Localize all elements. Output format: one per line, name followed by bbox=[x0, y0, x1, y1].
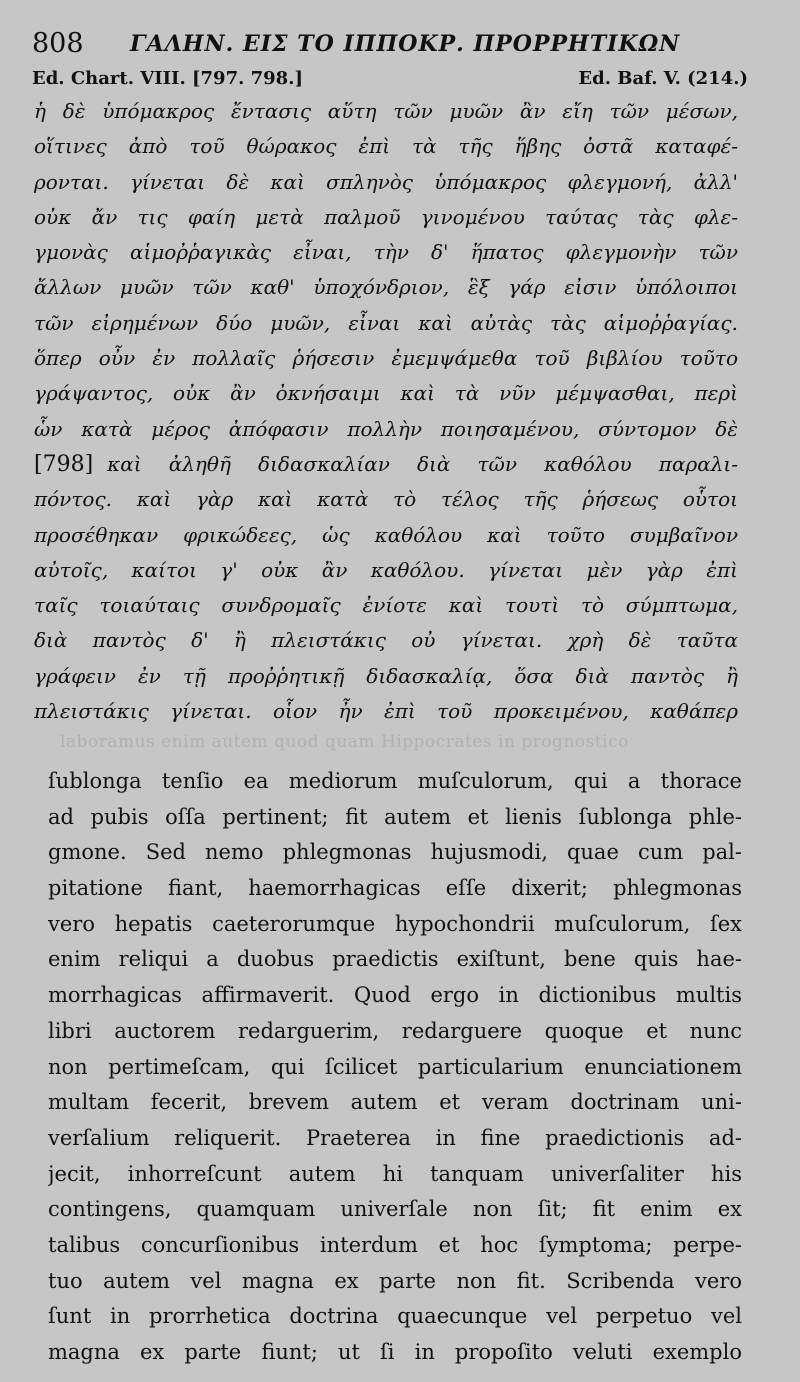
edition-basel-reference: Ed. Baf. V. (214.) bbox=[578, 68, 748, 89]
greek-line: τῶν εἰρημένων δύο μυῶν, εἶναι καὶ αὐτὰς τὰς αἱμοῤῥαγίας. bbox=[34, 310, 738, 335]
greek-line-with-ref bbox=[34, 447, 738, 482]
latin-line: gmone. Sed nemo phlegmonas hujusmodi, quae cum pal- bbox=[48, 840, 742, 865]
latin-line: ſublonga tenſio ea mediorum muſculorum, qui a thorace bbox=[48, 769, 742, 793]
greek-line: ἄλλων μυῶν τῶν καθ' ὑποχόνδριον, ἓξ γάρ εἰσιν ὑπόλοιποι bbox=[34, 275, 738, 300]
greek-line: οὐκ ἄν τις φαίη μετὰ παλμοῦ γινομένου ταύτας τὰς φλε- bbox=[34, 204, 738, 229]
greek-line: διὰ παντὸς δ' ἢ πλειστάκις οὐ γίνεται. χρὴ δὲ ταῦτα bbox=[34, 628, 738, 653]
latin-line: magna ex parte fiunt; ut ſi in propoſito veluti exemplo bbox=[48, 1340, 742, 1364]
greek-line: πλειστάκις γίνεται. οἷον ἦν ἐπὶ τοῦ προκειμένου, καθάπερ bbox=[34, 699, 738, 724]
latin-line: vero hepatis caeterorumque hypochondrii muſculorum, ſex bbox=[48, 911, 742, 936]
latin-text-block bbox=[48, 764, 742, 1371]
greek-line: γμονὰς αἱμοῤῥαγικὰς εἶναι, τὴν δ' ἥπατος φλεγμονὴν τῶν bbox=[34, 240, 738, 265]
latin-line: ad pubis oſſa pertinent; fit autem et lienis ſublonga phle- bbox=[48, 804, 742, 829]
greek-line: ρονται. γίνεται δὲ καὶ σπληνὸς ὑπόμακρος φλεγμονή, ἀλλ' bbox=[34, 169, 738, 194]
latin-line: libri auctorem redarguerim, redarguere quoque et nunc bbox=[48, 1018, 742, 1043]
greek-line: οἵτινες ἀπὸ τοῦ θώρακος ἐπὶ τὰ τῆς ἥβης ὀστᾶ καταφέ- bbox=[34, 134, 738, 159]
greek-text-block bbox=[34, 94, 738, 729]
latin-line: ſunt in prorrhetica doctrina quaecunque vel perpetuo vel bbox=[48, 1304, 742, 1329]
page-reference-marker: [798] bbox=[34, 451, 94, 477]
greek-line: ὅπερ οὖν ἐν πολλαῖς ῥήσεσιν ἐμεμψάμεθα τοῦ βιβλίου τοῦτο bbox=[34, 346, 738, 371]
running-head bbox=[32, 26, 772, 62]
latin-line: pitatione fiant, haemorrhagicas eſſe dixerit; phlegmonas bbox=[48, 876, 742, 901]
greek-line: προσέθηκαν φρικώδεες, ὡς καθόλου καὶ τοῦτο συμβαῖνον bbox=[34, 522, 738, 547]
greek-line: γράψαντος, οὐκ ἂν ὀκνήσαιμι καὶ τὰ νῦν μέμψασθαι, περὶ bbox=[34, 381, 738, 406]
latin-line: talibus concurſionibus interdum et hoc ſymptoma; perpe- bbox=[48, 1232, 742, 1257]
latin-line: verſalium reliquerit. Praeterea in fine praedictionis ad- bbox=[48, 1125, 742, 1150]
latin-line: morrhagicas affirmaverit. Quod ergo in dictionibus multis bbox=[48, 983, 742, 1008]
latin-line: non pertimeſcam, qui ſcilicet particularium enunciationem bbox=[48, 1054, 742, 1079]
greek-line: γράφειν ἐν τῇ προῤῥητικῇ διδασκαλίᾳ, ὅσα διὰ παντὸς ἢ bbox=[34, 663, 738, 688]
edition-reference-line bbox=[32, 66, 748, 92]
greek-line-text: καὶ ἀληθῆ διδασκαλίαν διὰ τῶν καθόλου παραλι- bbox=[107, 451, 738, 476]
greek-line: ἡ δὲ ὑπόμακρος ἔντασις αὕτη τῶν μυῶν ἂν εἴη τῶν μέσων, bbox=[34, 99, 738, 123]
greek-line: αὐτοῖς, καίτοι γ' οὐκ ἂν καθόλου. γίνεται μὲν γὰρ ἐπὶ bbox=[34, 557, 738, 582]
page-number: 808 bbox=[32, 28, 84, 59]
greek-line: ταῖς τοιαύταις συνδρομαῖς ἐνίοτε καὶ τουτὶ τὸ σύμπτωμα, bbox=[34, 593, 738, 618]
latin-line: tuo autem vel magna ex parte non fit. Scribenda vero bbox=[48, 1268, 742, 1293]
latin-line: multam fecerit, brevem autem et veram doctrinam uni- bbox=[48, 1090, 742, 1115]
latin-line: jecit, inhorreſcunt autem hi tanquam univerſaliter his bbox=[48, 1161, 742, 1186]
greek-line: ὧν κατὰ μέρος ἀπόφασιν πολλὴν ποιησαμένου, σύντομον δὲ bbox=[34, 416, 738, 441]
greek-line: πόντος. καὶ γὰρ καὶ κατὰ τὸ τέλος τῆς ῥήσεως οὗτοι bbox=[34, 487, 738, 512]
edition-chartier-reference: Ed. Chart. VIII. [797. 798.] bbox=[32, 68, 303, 89]
latin-line: contingens, quamquam univerſale non ſit; fit enim ex bbox=[48, 1197, 742, 1222]
running-title: ΓΑΛΗΝ. ΕΙΣ ΤΟ ΙΠΠΟΚΡ. ΠΡΟΡΡΗΤΙΚΩΝ bbox=[130, 31, 681, 57]
latin-line: enim reliqui a duobus praedictis exiſtunt, bene quis hae- bbox=[48, 947, 742, 972]
bleed-through-text: laboramus enim autem quod quam Hippocrates in prognostico bbox=[60, 732, 629, 752]
